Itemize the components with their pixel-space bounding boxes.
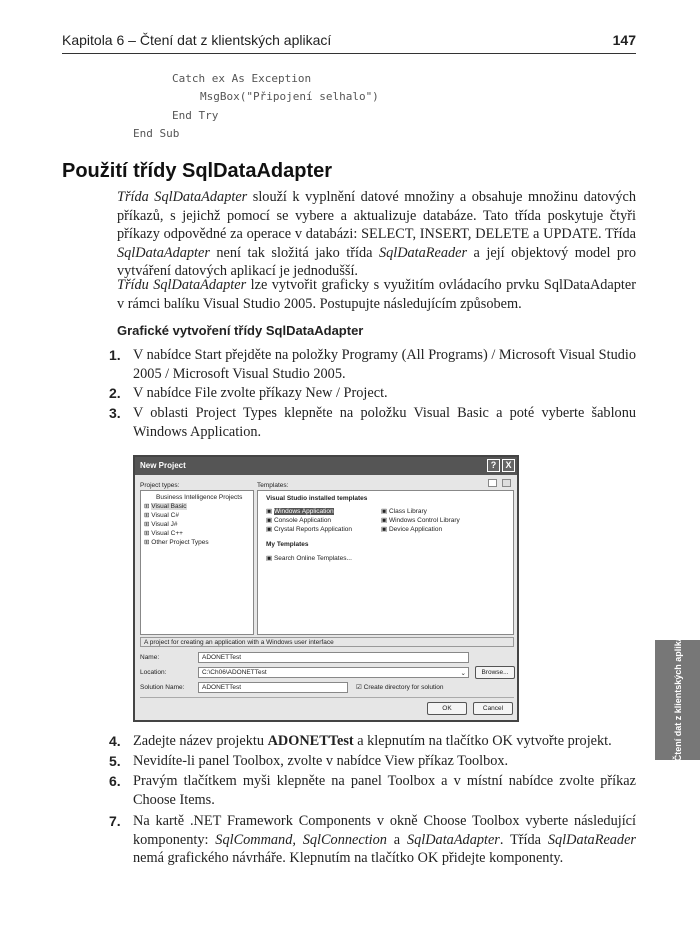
template-item[interactable]: ▣ Search Online Templates...: [266, 555, 352, 562]
list-item: 5. Nevidíte-li panel Toolbox, zvolte v nabídce View příkaz Toolbox.: [109, 753, 509, 769]
list-item: 3. V oblasti Project Types klepněte na položku Visual Basic a poté vyberte šablonu Windows Application.: [109, 405, 636, 440]
tree-item[interactable]: ⊞ Visual J#: [144, 521, 178, 528]
list-item: 4. Zadejte název projektu ADONETTest a klepnutím na tlačítko OK vytvořte projekt.: [109, 733, 612, 749]
chevron-down-icon[interactable]: ⌄: [460, 670, 466, 677]
template-item[interactable]: ▣ Device Application: [381, 526, 443, 533]
template-item[interactable]: ▣ Console Application: [266, 517, 332, 524]
template-item[interactable]: ▣ Crystal Reports Application: [266, 526, 352, 533]
installed-templates-header: Visual Studio installed templates: [266, 495, 368, 502]
title-bar: New Project ? X: [135, 457, 517, 475]
divider: [140, 697, 514, 698]
tree-item[interactable]: ⊞ Visual Basic: [144, 503, 187, 510]
code-line: End Sub: [133, 127, 180, 140]
code-line: MsgBox("Připojení selhalo"): [200, 90, 379, 103]
template-item[interactable]: ▣ Class Library: [381, 508, 427, 515]
small-icons-view-icon[interactable]: [502, 479, 511, 487]
cancel-button[interactable]: Cancel: [473, 702, 513, 715]
code-line: Catch ex As Exception: [172, 72, 312, 85]
close-button[interactable]: X: [502, 459, 515, 472]
location-input[interactable]: C:\Ch06\ADONETTest ⌄: [198, 667, 469, 678]
code-line: End Try: [172, 109, 219, 122]
ok-button[interactable]: OK: [427, 702, 467, 715]
large-icons-view-icon[interactable]: [488, 479, 497, 487]
chapter-title: Kapitola 6 – Čtení dat z klientských aplikací: [62, 32, 332, 48]
name-input[interactable]: ADONETTest: [198, 652, 469, 663]
list-item: 7. Na kartě .NET Framework Components v okně Choose Toolbox vyberte následující komponenty: SqlCommand, SqlConnection a SqlDataAdapter. Třída SqlDataReader nemá grafického návrháře. Klepnutím na tlačítko OK přidejte komponenty.: [109, 813, 636, 866]
project-types-tree[interactable]: [140, 490, 254, 635]
tree-item[interactable]: ⊞ Other Project Types: [144, 539, 209, 546]
template-item[interactable]: ▣ Windows Application: [266, 508, 334, 515]
template-item[interactable]: ▣ Windows Control Library: [381, 517, 460, 524]
project-types-label: Project types:: [140, 482, 180, 489]
description-bar: A project for creating an application with a Windows user interface: [140, 637, 514, 647]
browse-button[interactable]: Browse...: [475, 666, 515, 679]
solution-name-label: Solution Name:: [140, 684, 185, 691]
page-number: 147: [612, 32, 636, 48]
create-directory-checkbox[interactable]: ☑ Create directory for solution: [356, 684, 444, 691]
templates-list[interactable]: [257, 490, 514, 635]
chapter-side-tab: 6 Čtení dat z klientských aplikací: [655, 640, 700, 760]
location-label: Location:: [140, 669, 167, 676]
my-templates-header: My Templates: [266, 541, 309, 548]
subheading: Grafické vytvoření třídy SqlDataAdapter: [117, 323, 364, 338]
new-project-dialog: [133, 455, 519, 722]
running-header: [62, 32, 636, 54]
name-label: Name:: [140, 654, 160, 661]
list-item: 6. Pravým tlačítkem myši klepněte na panel Toolbox a v místní nabídce zvolte příkaz Choose Items.: [109, 773, 636, 808]
paragraph: Třídu SqlDataAdapter lze vytvořit graficky s využitím ovládacího prvku SqlDataAdapter v rámci balíku Visual Studio 2005. Postupujte následujícím způsobem.: [117, 277, 636, 312]
list-item: 2. V nabídce File zvolte příkazy New / Project.: [109, 385, 388, 401]
templates-label: Templates:: [257, 482, 289, 489]
paragraph: Třída SqlDataAdapter slouží k vyplnění datové množiny a obsahuje množinu datových příkazů, s jejichž pomocí se vybere a aktualizuje databáze. Tato třída poskytuje čtyři příkazy odpovědné za operace v databázi: SELECT, INSERT, DELETE a UPDATE. Třída SqlDataAdapter není tak složitá jako třída SqlDataReader a její objektový model pro vytváření datových aplikací je jednodušší.: [117, 189, 637, 279]
solution-name-input[interactable]: ADONETTest: [198, 682, 348, 693]
tree-item[interactable]: ⊞ Visual C++: [144, 530, 183, 537]
section-heading: Použití třídy SqlDataAdapter: [62, 160, 333, 182]
help-button[interactable]: ?: [487, 459, 500, 472]
list-item: 1. V nabídce Start přejděte na položky Programy (All Programs) / Microsoft Visual Studio 2005 / Microsoft Visual Studio 2005.: [109, 347, 636, 382]
tree-item[interactable]: Business Intelligence Projects: [156, 494, 243, 501]
tree-item[interactable]: ⊞ Visual C#: [144, 512, 179, 519]
